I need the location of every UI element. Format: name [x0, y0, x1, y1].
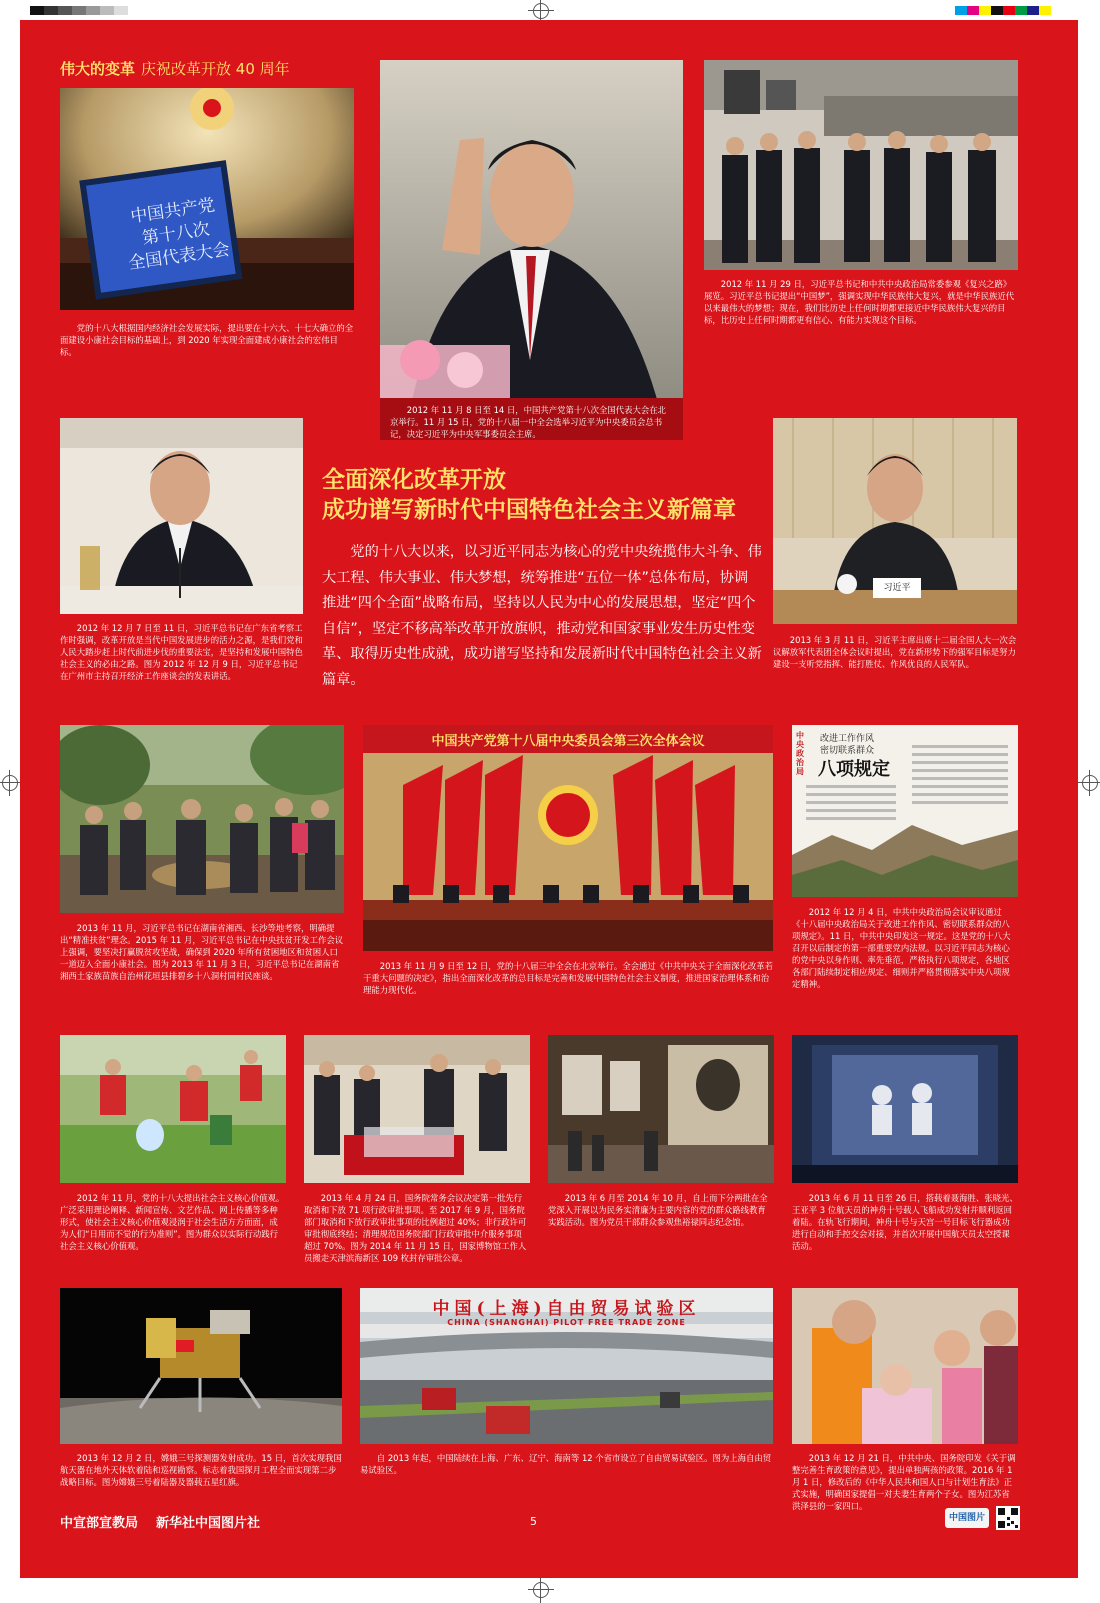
family-photo-icon [792, 1288, 1018, 1444]
ftz-sign-english: CHINA (SHANGHAI) PILOT FREE TRADE ZONE [447, 1318, 686, 1327]
delegation-meeting-photo-icon [773, 418, 1017, 624]
volunteers-cleanup-photo-icon [60, 1035, 286, 1183]
caption-chinese-dream: 2012 年 11 月 29 日，习近平总书记和中共中央政治局常委参观《复兴之路》展览。习近平总书记提出“中国梦”，强调实现中华民族伟大复兴，就是中华民族近代以来最伟大的梦想；现在，我们比历史上任何时期都更接近中华民族伟大复兴的目标，比历史上任何时期都更有信心、有能力实现这个目标。 [704, 279, 1015, 325]
footer-org-1: 中宣部宣教局 [60, 1516, 139, 1531]
photo-jiao-yulu-memorial [548, 1035, 774, 1183]
caption-18th-congress: 2012 年 11 月 8 日至 14 日，中国共产党第十八次全国代表大会在北京举行。11 月 15 日，党的十八届一中全会选举习近平为中央委员会总书记，决定习近平为中央军事委员会主席。 [380, 398, 683, 440]
registration-mark-left [2, 775, 18, 791]
photo-third-plenary [363, 725, 773, 951]
photo-congress-hall [60, 88, 354, 310]
photo-road-to-rejuvenation [704, 60, 1018, 270]
china-images-logo: 中国图片 [945, 1508, 989, 1528]
great-wall-poster-icon [792, 725, 1018, 897]
registration-mark-top [533, 3, 549, 19]
photo-xi-waving [380, 60, 683, 410]
registration-mark-right [1082, 775, 1098, 791]
speech-at-desk-photo-icon [60, 418, 303, 614]
qr-code-icon [996, 1506, 1020, 1530]
eight-rules-tag: 中央政治局 [796, 731, 804, 776]
caption-eight-rules: 2012 年 12 月 4 日，中共中央政治局会议审议通过《十八届中央政治局关于改进工作作风、密切联系群众的八项规定》。11 日，中共中央印发这一规定。这是党的十八大召开以后制定的第一部重要党内法规。以习近平同志为核心的党中央以身作则、率先垂范，严格执行八项规定，各地区各部门陆续制定相应规定、细则并严格贯彻落实中央八项规定精神。 [792, 907, 1011, 989]
footer-org-2: 新华社中国图片社 [156, 1516, 261, 1531]
caption-strong-army: 2013 年 3 月 11 日，习近平主席出席十二届全国人大一次会议解放军代表团全体会议时提出，党在新形势下的强军目标是努力建设一支听党指挥、能打胜仗、作风优良的人民军队。 [773, 635, 1017, 669]
header-title: 伟大的变革 [60, 60, 136, 78]
caption-change-3: 2013 年 12 月 2 日，嫦娥三号探测器发射成功。15 日，首次实现我国航天器在地外天体软着陆和巡视勘察。标志着我国探月工程全面实现第二步战略目标。图为嫦娥三号着陆器及器载五星红旗。 [60, 1453, 342, 1487]
caption-targeted-poverty: 2013 年 11 月，习近平总书记在湖南省湘西、长沙等地考察，明确提出“精准扶贫”理念。2015 年 11 月，习近平总书记在中央扶贫开发工作会议上强调，要坚决打赢脱贫攻坚战，确保到 2020 年所有贫困地区和贫困人口一道迈入全面小康社会。图为 2013 年 11 月 3 日，习近平总书记在湖南省湘西土家族苗族自治州花垣县排碧乡十八洞村同村民座谈。 [60, 923, 344, 981]
photo-guangdong-inspection [60, 418, 303, 614]
lead-paragraph: 党的十八大以来，以习近平同志为核心的党中央统揽伟大斗争、伟大工程、伟大事业、伟大梦想，统筹推进“五位一体”总体布局，协调推进“四个全面”战略布局，坚持以人民为中心的发展思想，坚定“四个自信”，坚定不移高举改革开放旗帜，推动党和国家事业发生历史性变革、取得历史性成就，成功谱写坚持和发展新时代中国特色社会主义新篇章。 [322, 544, 762, 688]
photo-npc-military-delegation [773, 418, 1017, 624]
plenary-banner-text: 中国共产党第十八届中央委员会第三次全体会议 [431, 734, 705, 749]
caption-mass-line: 2013 年 6 月至 2014 年 10 月，自上而下分两批在全党深入开展以为民务实清廉为主要内容的党的群众路线教育实践活动。图为党员干部群众参观焦裕禄同志纪念馆。 [548, 1193, 768, 1227]
photo-eight-rules [792, 725, 1018, 897]
photo-seal-removal [304, 1035, 530, 1183]
headline-line-1: 全面深化改革开放 [322, 466, 506, 493]
poster-page [20, 20, 1078, 1578]
header-subtitle: 庆祝改革开放 40 周年 [141, 60, 290, 78]
lunar-lander-photo-icon [60, 1288, 342, 1444]
photo-core-values [60, 1035, 286, 1183]
caption-free-trade-zone: 自 2013 年起，中国陆续在上海、广东、辽宁、海南等 12 个省市设立了自由贸易试验区。图为上海自由贸易试验区。 [360, 1453, 772, 1475]
caption-third-plenary: 2013 年 11 月 9 日至 12 日，党的十八届三中全会在北京举行。全会通过《中共中央关于全面深化改革若干重大问题的决定》，指出全面深化改革的总目标是完善和发展中国特色社会主义制度，推进国家治理体系和治理能力现代化。 [363, 961, 774, 995]
official-seals-photo-icon [304, 1035, 530, 1183]
page-number: 5 [530, 1515, 537, 1528]
photo-shibadong-village [60, 725, 344, 913]
registration-mark-bottom [533, 1582, 549, 1598]
memorial-hall-photo-icon [548, 1035, 774, 1183]
poster-header [60, 58, 290, 79]
nameplate-text: 习近平 [883, 583, 911, 593]
village-forum-photo-icon [60, 725, 344, 913]
headline-line-2: 成功谱写新时代中国特色社会主义新篇章 [322, 496, 736, 523]
caption-admin-approval: 2013 年 4 月 24 日，国务院常务会议决定第一批先行取消和下放 71 项行政审批事项。至 2017 年 9 月，国务院部门取消和下放行政审批事项的比例超过 40%；非行政许可审批彻底终结；清理规范国务院部门行政审批中介服务事项超过 70%。图为 2014 年 11 月 15 日，国家博物馆工作人员搬走天津滨海新区 109 枚封存审批公章。 [304, 1193, 527, 1263]
main-headline [322, 465, 762, 525]
caption-shenzhou-10: 2013 年 6 月 11 日至 26 日，搭载着聂海胜、张晓光、王亚平 3 位航天员的神舟十号载人飞船成功发射并顺利返回着陆。在轨飞行期间，神舟十号与天宫一号目标飞行器成功进行自动和手控交会对接，并首次开展中国航天员太空授课活动。 [792, 1193, 1018, 1251]
caption-core-values: 2012 年 11 月，党的十八大提出社会主义核心价值观。广泛采用理论阐释、新闻宣传、文艺作品、网上传播等多种形式，使社会主义核心价值观浸润于社会生活方方面面，成为人们“日用而不觉的行为准则”。图为群众以实际行动践行社会主义核心价值观。 [60, 1193, 285, 1251]
photo-family-of-four [792, 1288, 1018, 1444]
print-color-bar [0, 6, 1100, 16]
eight-rules-title-3: 八项规定 [818, 759, 890, 780]
footer-credits [60, 1512, 278, 1531]
eight-rules-title-1: 改进工作作风 [820, 734, 875, 744]
leader-waving-photo-icon [380, 60, 683, 410]
ftz-sign-chinese: 中国(上海)自由贸易试验区 [432, 1299, 701, 1319]
congress-screen-text: 中国共产党 第十八次 全国代表大会 [127, 195, 232, 274]
exhibition-visit-photo-icon [704, 60, 1018, 270]
plenary-session-photo-icon [363, 725, 773, 951]
caption-congress-goal: 党的十八大根据国内经济社会发展实际，提出要在十六大、十七大确立的全面建设小康社会目标的基础上，到 2020 年实现全面建成小康社会的宏伟目标。 [60, 323, 354, 357]
caption-two-child-policy: 2013 年 12 月 21 日，中共中央、国务院印发《关于调整完善生育政策的意见》，提出单独两孩的政策。2016 年 1 月 1 日，修改后的《中华人民共和国人口与计划生育法》正式实施，明确国家提倡一对夫妻生育两个子女。图为江苏省洪泽县的一家四口。 [792, 1453, 1016, 1511]
space-lecture-photo-icon [792, 1035, 1018, 1183]
photo-shenzhou-10 [792, 1035, 1018, 1183]
eight-rules-title-2: 密切联系群众 [820, 746, 875, 756]
photo-change-3-lander [60, 1288, 342, 1444]
photo-shanghai-ftz [360, 1288, 773, 1444]
caption-guangdong-reform: 2012 年 12 月 7 日至 11 日，习近平总书记在广东省考察工作时强调，改革开放是当代中国发展进步的活力之源，是我们党和人民大踏步赶上时代前进步伐的重要法宝，是坚持和发展中国特色社会主义的必由之路。图为 2012 年 12 月 9 日，习近平总书记在广州市主持召开经济工作座谈会的发表讲话。 [60, 623, 303, 681]
